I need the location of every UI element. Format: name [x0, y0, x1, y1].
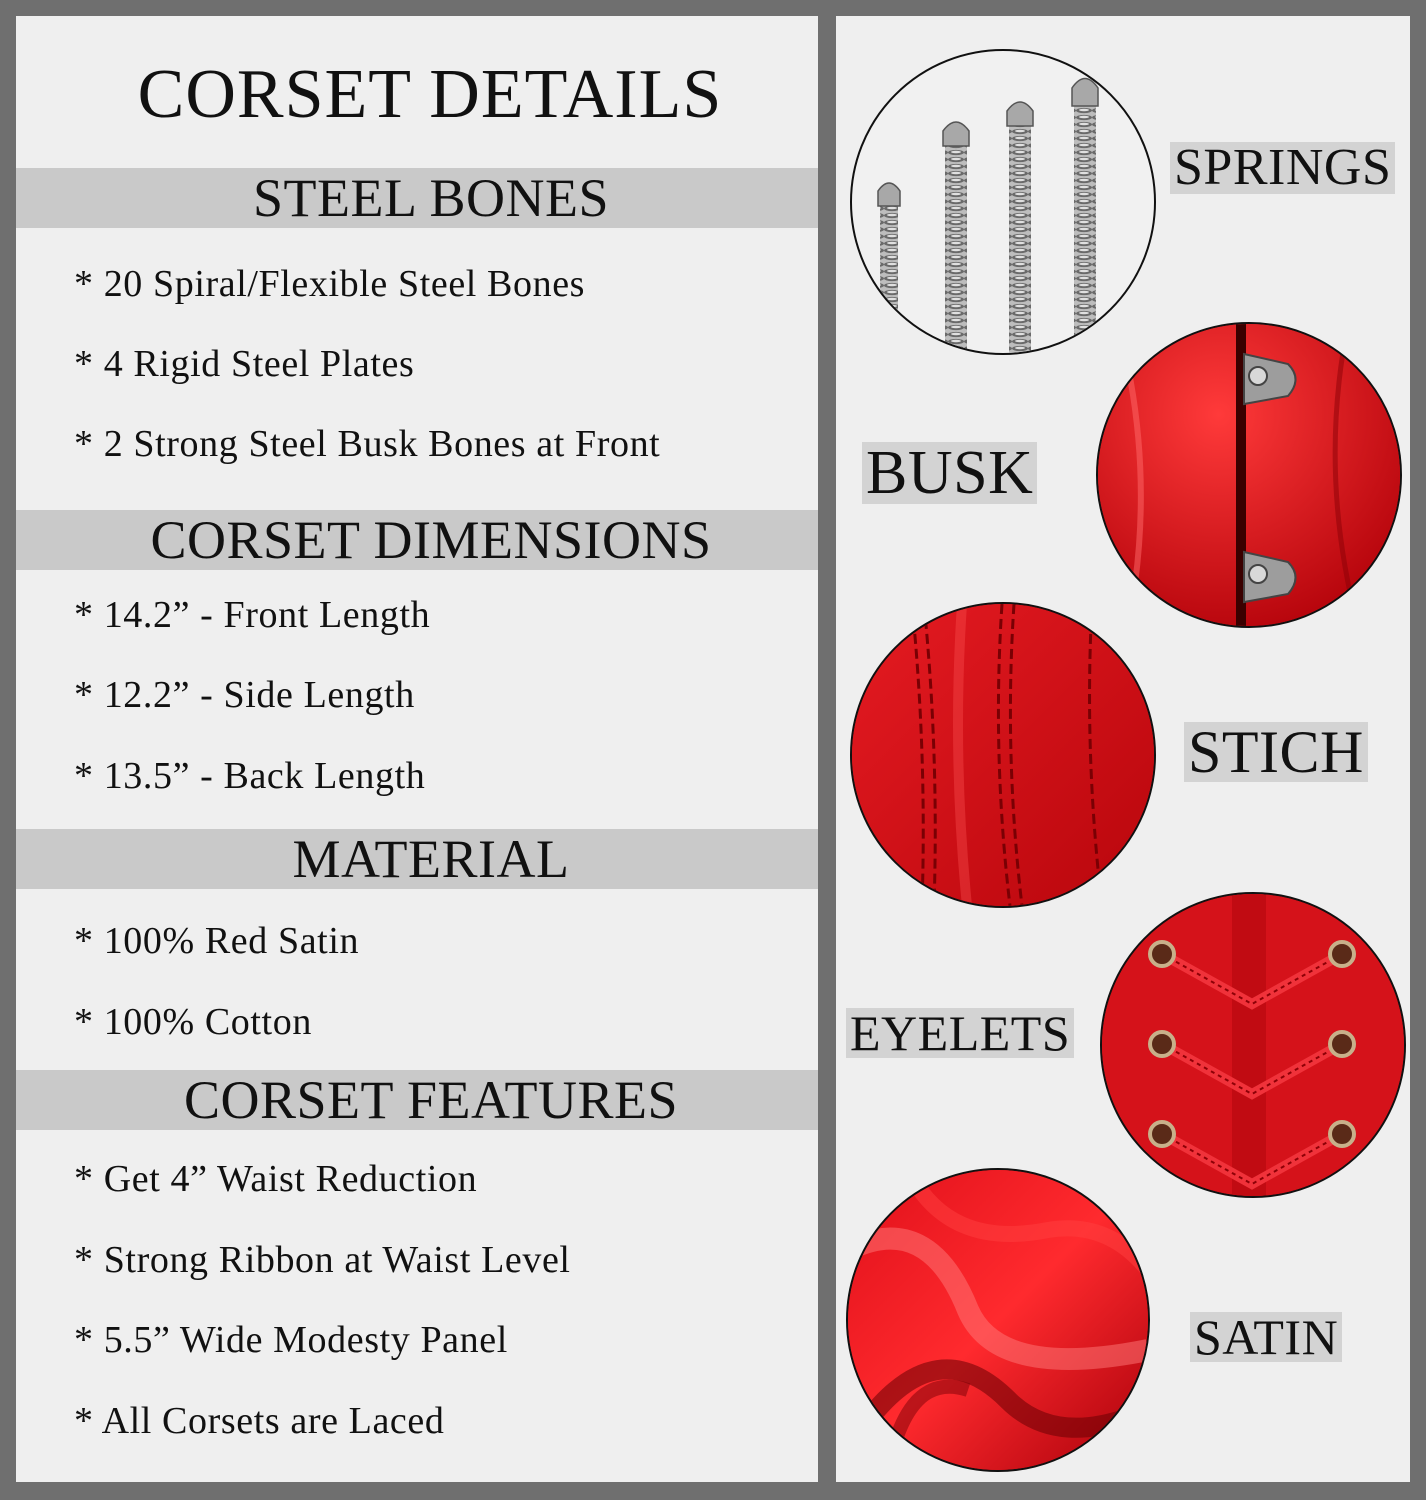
list-item: * 2 Strong Steel Busk Bones at Front: [74, 423, 661, 465]
list-item: * All Corsets are Laced: [74, 1400, 445, 1442]
section-heading-features: CORSET FEATURES: [183, 1070, 679, 1130]
springs-photo: [850, 49, 1156, 355]
satin-label: SATIN: [1190, 1312, 1342, 1362]
eyelets-photo: [1100, 892, 1406, 1198]
list-item: * 5.5” Wide Modesty Panel: [74, 1319, 508, 1361]
stitch-photo: [850, 602, 1156, 908]
satin-photo: [846, 1168, 1150, 1472]
section-heading-dimensions: CORSET DIMENSIONS: [150, 510, 712, 570]
list-item: * Get 4” Waist Reduction: [74, 1158, 478, 1200]
section-heading-steel-bones: STEEL BONES: [253, 168, 609, 228]
busk-label: BUSK: [862, 442, 1037, 504]
details-panel: [16, 16, 818, 1482]
springs-label: SPRINGS: [1170, 142, 1395, 194]
list-item: * 4 Rigid Steel Plates: [74, 343, 415, 385]
list-item: * 13.5” - Back Length: [74, 755, 426, 797]
list-item: * 100% Cotton: [74, 1001, 312, 1043]
list-item: * 20 Spiral/Flexible Steel Bones: [74, 263, 586, 305]
page-title: CORSET DETAILS: [137, 56, 723, 133]
feature-photos-panel: [836, 16, 1410, 1482]
list-item: * 100% Red Satin: [74, 920, 360, 962]
list-item: * 14.2” - Front Length: [74, 594, 431, 636]
list-item: * Strong Ribbon at Waist Level: [74, 1239, 571, 1281]
eyelets-label: EYELETS: [846, 1008, 1074, 1058]
busk-photo: [1096, 322, 1402, 628]
stitch-label: STICH: [1184, 722, 1368, 782]
section-heading-material: MATERIAL: [292, 829, 570, 889]
list-item: * 12.2” - Side Length: [74, 674, 415, 716]
